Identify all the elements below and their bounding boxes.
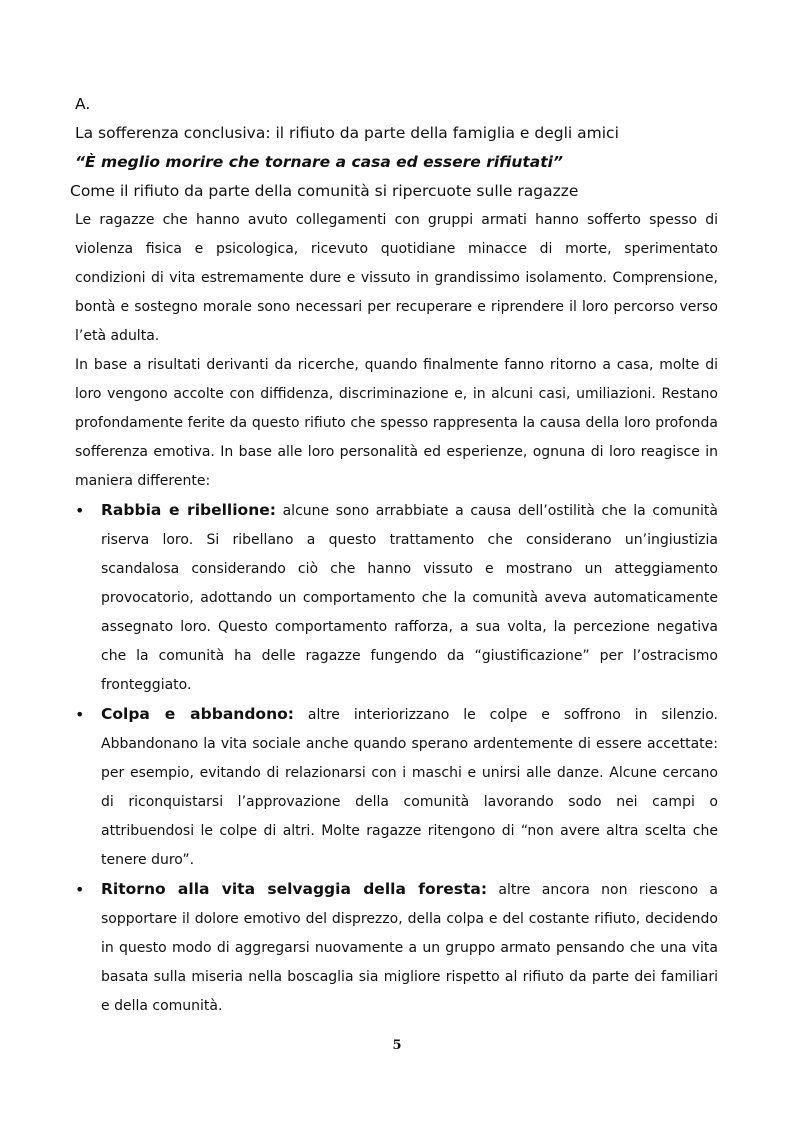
list-item-text: alcune sono arrabbiate a causa dell’ostilità che la comunità riserva loro. Si ribellano a questo trattamento che considerano un’ingiustizia scandalosa considerando ciò che hanno vissuto e mostrano un atteggiamento provocatorio, adottando un comportamento che la comunità aveva automaticamente assegnato loro. Questo comportamento rafforza, a sua volta, la percezione negativa che la comunità ha delle ragazze fungendo da “giustificazione” per l’ostracismo fronteggiato. — [101, 503, 718, 693]
list-item-lead: Rabbia e ribellione: — [101, 501, 276, 519]
paragraph-1: Le ragazze che hanno avuto collegamenti con gruppi armati hanno sofferto spesso di violenza fisica e psicologica, ricevuto quotidiane minacce di morte, sperimentato condizioni di vita estremamente dure e vissuto in grandissimo isolamento. Comprensione, bontà e sostegno morale sono necessari per recuperare e riprendere il loro percorso verso l’età adulta. — [75, 212, 718, 344]
section-letter: A. — [75, 95, 91, 113]
section-title: La sofferenza conclusiva: il rifiuto da parte della famiglia e degli amici — [75, 124, 619, 142]
list-item — [75, 875, 718, 1021]
bullet-icon: • — [75, 705, 85, 724]
page-number: 5 — [392, 1038, 402, 1053]
reaction-list — [75, 496, 718, 1021]
list-item-text: altre ancora non riescono a sopportare il dolore emotivo del disprezzo, della colpa e del costante rifiuto, decidendo in questo modo di aggregarsi nuovamente a un gruppo armato pensando che una vita basata sulla miseria nella boscaglia sia migliore rispetto al rifiuto da parte dei familiari e della comunità. — [101, 882, 718, 1014]
section-subtitle: Come il rifiuto da parte della comunità si ripercuote sulle ragazze — [70, 182, 579, 200]
list-item-lead: Ritorno alla vita selvaggia della foresta: — [101, 880, 488, 898]
list-item — [75, 496, 718, 700]
paragraph-2: In base a risultati derivanti da ricerche, quando finalmente fanno ritorno a casa, molte di loro vengono accolte con diffidenza, discriminazione e, in alcuni casi, umiliazioni. Restano profondamente ferite da questo rifiuto che spesso rappresenta la causa della loro profonda sofferenza emotiva. In base alle loro personalità ed esperienze, ognuna di loro reagisce in maniera differente: — [75, 357, 718, 489]
bullet-icon: • — [75, 880, 85, 899]
list-item — [75, 700, 718, 875]
bullet-icon: • — [75, 501, 85, 520]
section-quote: “È meglio morire che tornare a casa ed essere rifiutati” — [75, 153, 563, 171]
list-item-text: altre interiorizzano le colpe e soffrono in silenzio. Abbandonano la vita sociale anche quando sperano ardentemente di essere accettate: per esempio, evitando di relazionarsi con i maschi e unirsi alle danze. Alcune cercano di riconquistarsi l’approvazione della comunità lavorando sodo nei campi o attribuendosi le colpe di altri. Molte ragazze ritengono di “non avere altra scelta che tenere duro”. — [101, 707, 718, 868]
list-item-lead: Colpa e abbandono: — [101, 705, 294, 723]
